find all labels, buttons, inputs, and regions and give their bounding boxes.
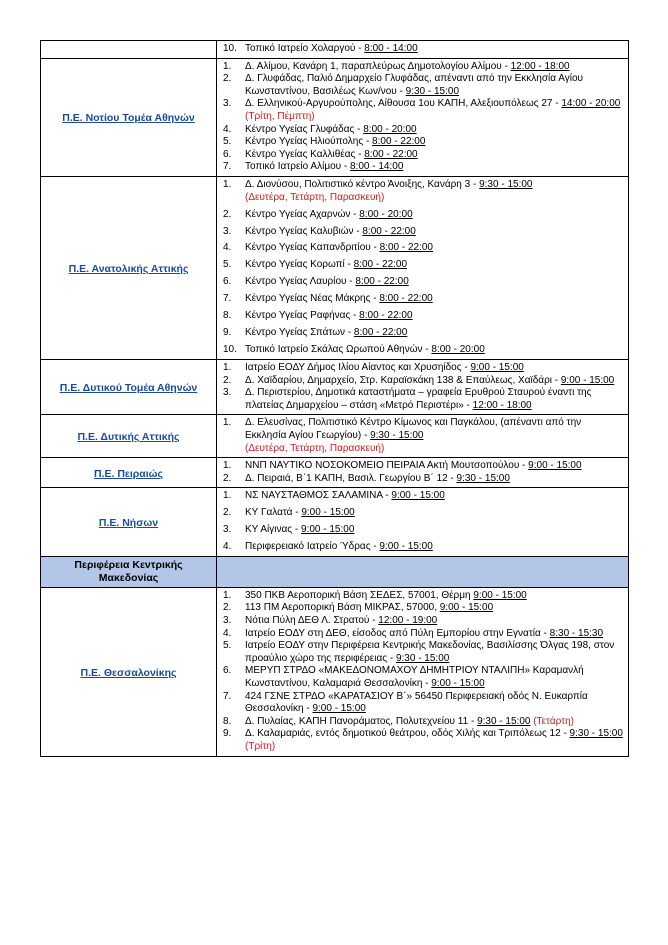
locations-cell (217, 41, 629, 59)
item-text (245, 602, 624, 615)
opening-hours: 8:00 - 22:00 (355, 276, 409, 288)
region-cell (41, 41, 217, 59)
region-heading: Περιφέρεια Κεντρικής Μακεδονίας (41, 556, 217, 587)
list-item (219, 259, 624, 272)
list-item (219, 43, 624, 56)
list-item (219, 615, 624, 628)
locations-list (217, 41, 628, 58)
item-text (245, 628, 624, 641)
item-number: 6. (223, 148, 232, 160)
item-text (245, 460, 624, 473)
opening-hours: 9:00 - 15:00 (470, 361, 524, 373)
list-item (219, 490, 624, 503)
item-number: 3. (223, 524, 232, 536)
list-item (219, 362, 624, 375)
location-text: Κέντρο Υγείας Καπανδριτίου - (245, 242, 380, 254)
opening-hours: 8:00 - 22:00 (362, 225, 416, 237)
item-number: 9. (223, 728, 232, 740)
location-text: Ιατρείο ΕΟΔΥ Δήμος Ιλίου Αίαντος και Χρυσηίδος - (245, 361, 471, 373)
opening-hours: 12:00 - 18:00 (510, 60, 570, 72)
region-cell (41, 359, 217, 414)
list-item (219, 507, 624, 520)
locations-cell (217, 488, 629, 557)
list-item (219, 460, 624, 473)
days-note: (Τρίτη) (245, 741, 276, 752)
opening-hours: 9:00 - 15:00 (379, 541, 433, 553)
list-item (219, 387, 624, 412)
location-text: ΚΥ Γαλατά - (245, 507, 302, 519)
list-item (219, 628, 624, 641)
opening-hours: 14:00 - 20:00 (561, 98, 621, 110)
region-heading-row (41, 556, 629, 587)
opening-hours: 8:00 - 22:00 (359, 310, 413, 322)
item-text (245, 276, 624, 289)
item-text (245, 362, 624, 375)
region-cell (41, 415, 217, 458)
list-item (219, 61, 624, 74)
region-link[interactable]: Π.Ε. Νοτίου Τομέα Αθηνών (62, 112, 195, 125)
location-text: Δ. Γλυφάδας, Παλιό Δημαρχείο Γλυφάδας, απέναντι από την Εκκλησία Αγίου Κωνσταντίνου, Βασιλέως Κων/νου - (245, 73, 583, 97)
opening-hours: 8:00 - 22:00 (353, 259, 408, 271)
item-text (245, 327, 624, 340)
locations-list (217, 360, 628, 414)
item-text (245, 473, 624, 486)
region-link[interactable]: Π.Ε. Νήσων (98, 517, 159, 530)
opening-hours: 8:00 - 22:00 (379, 293, 433, 305)
location-text: ΝΝΠ ΝΑΥΤΙΚΟ ΝΟΣΟΚΟΜΕΙΟ ΠΕΙΡΑΙΑ Ακτή Μουτσοπούλου - (245, 460, 529, 472)
item-text (245, 73, 624, 98)
opening-hours: 9:00 - 15:00 (528, 460, 582, 472)
item-number: 4. (223, 242, 232, 254)
item-number: 7. (223, 690, 232, 702)
opening-hours: 12:00 - 19:00 (378, 615, 438, 627)
location-text: Δ. Αλίμου, Κανάρη 1, παραπλεύρως Δημοτολογίου Αλίμου - (245, 60, 511, 72)
item-text (245, 665, 624, 690)
opening-hours: 9:00 - 15:00 (301, 507, 355, 519)
list-item (219, 473, 624, 486)
locations-cell (217, 359, 629, 414)
location-text: Δ. Ελληνικού-Αργυρούπολης, Αίθουσα 1ου ΚΑΠΗ, Αλεξιουπόλεως 27 - (245, 98, 562, 110)
opening-hours: 8:00 - 20:00 (431, 344, 485, 356)
list-item (219, 98, 624, 123)
opening-hours: 9:30 - 15:00 (405, 85, 460, 97)
opening-hours: 8:00 - 14:00 (350, 161, 404, 173)
region-link[interactable]: Π.Ε. Πειραιώς (93, 467, 164, 480)
item-text (245, 98, 624, 123)
table-row (41, 587, 629, 756)
opening-hours: 9:00 - 15:00 (431, 678, 485, 690)
region-link[interactable]: Π.Ε. Δυτικού Τομέα Αθηνών (59, 382, 198, 395)
location-text: Κέντρο Υγείας Λαυρίου - (245, 276, 356, 288)
table-row (41, 58, 629, 176)
opening-hours: 8:30 - 15:30 (549, 627, 604, 639)
location-text: Δ. Πυλαίας, ΚΑΠΗ Πανοράματος, Πολυτεχνείου 11 - (245, 715, 478, 727)
locations-list (217, 415, 628, 457)
location-text: 424 ΓΣΝΕ ΣΤΡΔΟ «ΚΑΡΑΤΑΣΙΟΥ Β΄» 56450 Περιφερειακή οδός Ν. Ευκαρπία Θεσσαλονίκη - (245, 690, 588, 715)
item-text (245, 417, 624, 455)
location-text: Ιατρείο ΕΟΔΥ στην Περιφέρεια Κεντρικής Μακεδονίας, Βασιλίσσης Όλγας 198, στον προαύλιο χώρο της περιφέρειας - (245, 640, 615, 664)
location-text: Δ. Ελευσίνας, Πολιτιστικό Κέντρο Κίμωνος και Παγκάλου, (απέναντι από την Εκκλησία Αγίου Γεωργίου) - (245, 417, 582, 441)
item-text (245, 507, 624, 520)
item-number: 7. (223, 161, 232, 173)
item-number: 2. (223, 374, 232, 386)
list-item (219, 728, 624, 753)
schedule-table (40, 40, 629, 757)
opening-hours: 8:00 - 22:00 (379, 242, 433, 254)
region-link[interactable]: Π.Ε. Θεσσαλονίκης (80, 666, 177, 679)
item-number: 3. (223, 225, 232, 237)
list-item (219, 344, 624, 357)
item-number: 2. (223, 208, 232, 220)
opening-hours: 9:30 - 15:00 (370, 429, 424, 441)
list-item (219, 590, 624, 603)
item-text (245, 124, 624, 137)
item-text (245, 344, 624, 357)
location-text: Δ. Πειραιά, Β΄1 ΚΑΠΗ, Βασιλ. Γεωργίου Β΄ 12 - (245, 472, 457, 484)
item-number: 9. (223, 327, 232, 339)
location-text: Τοπικό Ιατρείο Χολαργού - (245, 43, 365, 54)
list-item (219, 665, 624, 690)
item-text (245, 691, 624, 716)
location-text: Κέντρο Υγείας Αχαρνών - (245, 208, 360, 220)
item-number: 5. (223, 136, 232, 148)
item-number: 8. (223, 310, 232, 322)
list-item (219, 310, 624, 323)
opening-hours: 8:00 - 20:00 (359, 208, 413, 220)
opening-hours: 8:00 - 20:00 (363, 123, 417, 135)
item-number: 2. (223, 507, 232, 519)
schedule-table-body (41, 41, 629, 757)
item-text (245, 590, 624, 603)
item-number: 10. (223, 344, 237, 356)
region-cell (41, 587, 217, 756)
item-text (245, 136, 624, 149)
item-number: 2. (223, 472, 232, 484)
locations-cell (217, 587, 629, 756)
region-cell (41, 488, 217, 557)
list-item (219, 524, 624, 537)
location-text: 113 ΠΜ Αεροπορική Βάση ΜΙΚΡΑΣ, 57000, (245, 602, 440, 614)
list-item (219, 375, 624, 388)
days-note: (Δευτέρα, Τετάρτη, Παρασκευή) (245, 442, 385, 454)
locations-list (217, 59, 628, 176)
location-text: Δ. Χαϊδαρίου, Δημαρχείο, Στρ. Καραϊσκάκη 138 & Επαύλεως, Χαϊδάρι - (245, 374, 561, 386)
list-item (219, 640, 624, 665)
locations-cell (217, 176, 629, 359)
item-text (245, 259, 624, 272)
region-link[interactable]: Π.Ε. Δυτικής Αττικής (77, 431, 180, 444)
opening-hours: 9:00 - 15:00 (473, 589, 527, 601)
days-note: (Τρίτη, Πέμπτη) (245, 110, 315, 122)
item-text (245, 43, 624, 56)
opening-hours: 9:00 - 15:00 (439, 602, 494, 614)
list-item (219, 242, 624, 255)
list-item (219, 327, 624, 340)
list-item (219, 293, 624, 306)
list-item (219, 716, 624, 729)
location-text: Τοπικό Ιατρείο Σκάλας Ωρωπού Αθηνών - (245, 344, 432, 356)
list-item (219, 179, 624, 204)
locations-cell (217, 458, 629, 488)
opening-hours: 9:30 - 15:00 (479, 178, 533, 190)
days-note: (Δευτέρα, Τετάρτη, Παρασκευή) (245, 191, 385, 203)
location-text: Ιατρείο ΕΟΔΥ στη ΔΕΘ, είσοδος από Πύλη Εμπορίου στην Εγνατία - (245, 627, 550, 639)
item-text (245, 541, 624, 554)
item-text (245, 161, 624, 174)
opening-hours: 8:00 - 14:00 (364, 43, 418, 54)
list-item (219, 124, 624, 137)
item-number: 1. (223, 178, 232, 190)
location-text: Κέντρο Υγείας Καλλιθέας - (245, 148, 365, 160)
opening-hours: 9:00 - 15:00 (301, 524, 355, 536)
item-text (245, 242, 624, 255)
item-text (245, 490, 624, 503)
item-number: 1. (223, 361, 232, 373)
location-text: Τοπικό Ιατρείο Αλίμου - (245, 161, 351, 173)
location-text: ΚΥ Αίγινας - (245, 524, 301, 536)
locations-list (217, 488, 628, 556)
opening-hours: 9:30 - 15:00 (395, 652, 450, 664)
item-number: 3. (223, 387, 232, 399)
opening-hours: 9:30 - 15:00 (456, 472, 510, 484)
list-item (219, 161, 624, 174)
list-item (219, 276, 624, 289)
item-number: 3. (223, 615, 232, 627)
item-number: 4. (223, 123, 232, 135)
list-item (219, 226, 624, 239)
opening-hours: 8:00 - 22:00 (353, 327, 408, 339)
list-item (219, 417, 624, 455)
item-text (245, 716, 624, 729)
locations-cell (217, 415, 629, 458)
table-row (41, 415, 629, 458)
item-text (245, 226, 624, 239)
location-text: ΝΣ ΝΑΥΣΤΑΘΜΟΣ ΣΑΛΑΜΙΝΑ - (245, 490, 392, 502)
item-text (245, 310, 624, 323)
opening-hours: 9:00 - 15:00 (560, 374, 615, 386)
item-number: 4. (223, 541, 232, 553)
location-text: Κέντρο Υγείας Κορωπί - (245, 259, 354, 271)
item-number: 3. (223, 98, 232, 110)
opening-hours: 8:00 - 22:00 (372, 136, 426, 148)
item-number: 7. (223, 293, 232, 305)
opening-hours: 12:00 - 18:00 (472, 399, 532, 411)
opening-hours: 9:00 - 15:00 (312, 703, 366, 715)
opening-hours: 9:30 - 15:00 (569, 728, 623, 740)
location-text: Δ. Διονύσου, Πολιτιστικό κέντρο Άνοιξης, Κανάρη 3 - (245, 178, 480, 190)
table-row (41, 41, 629, 59)
item-number: 8. (223, 715, 232, 727)
locations-list (217, 458, 628, 487)
table-row (41, 458, 629, 488)
item-text (245, 149, 624, 162)
item-number: 1. (223, 589, 232, 601)
table-row (41, 359, 629, 414)
location-text: Νότια Πύλη ΔΕΘ Λ. Στρατού - (245, 615, 379, 627)
region-cell (41, 458, 217, 488)
item-text (245, 209, 624, 222)
item-number: 2. (223, 73, 232, 85)
item-number: 6. (223, 276, 232, 288)
item-number: 2. (223, 602, 232, 614)
region-cell (41, 176, 217, 359)
locations-list (217, 177, 628, 359)
item-text (245, 293, 624, 306)
location-text: 350 ΠΚΒ Αεροπορική Βάση ΣΕΔΕΣ, 57001, Θέρμη (245, 589, 474, 601)
item-number: 1. (223, 490, 232, 502)
location-text: Κέντρο Υγείας Ραφήνας - (245, 310, 360, 322)
location-text: Κέντρο Υγείας Ηλιούπολης - (245, 136, 373, 148)
item-number: 1. (223, 417, 232, 429)
region-link[interactable]: Π.Ε. Ανατολικής Αττικής (68, 262, 189, 275)
item-text (245, 179, 624, 204)
list-item (219, 136, 624, 149)
list-item (219, 691, 624, 716)
item-number: 4. (223, 627, 232, 639)
opening-hours: 8:00 - 22:00 (364, 148, 418, 160)
item-text (245, 615, 624, 628)
item-text (245, 524, 624, 537)
location-text: Κέντρο Υγείας Καλυβιών - (245, 225, 363, 237)
table-row (41, 488, 629, 557)
list-item (219, 602, 624, 615)
locations-list (217, 588, 628, 756)
region-heading-filler (217, 556, 629, 587)
region-cell (41, 58, 217, 176)
item-text (245, 61, 624, 74)
location-text: Κέντρο Υγείας Σπάτων - (245, 327, 354, 339)
item-number: 5. (223, 640, 232, 652)
item-text (245, 728, 624, 753)
list-item (219, 209, 624, 222)
opening-hours: 9:00 - 15:00 (391, 490, 445, 502)
location-text: Κέντρο Υγείας Γλυφάδας - (245, 123, 364, 135)
locations-cell (217, 58, 629, 176)
table-row (41, 176, 629, 359)
item-text (245, 387, 624, 412)
item-number: 5. (223, 259, 232, 271)
opening-hours: 9:30 - 15:00 (477, 715, 531, 727)
location-text: Κέντρο Υγείας Νέας Μάκρης - (245, 293, 380, 305)
item-number: 6. (223, 665, 232, 677)
list-item (219, 73, 624, 98)
location-text: Περιφερειακό Ιατρείο Ύδρας - (245, 541, 380, 553)
item-number: 1. (223, 460, 232, 472)
days-note: (Τετάρτη) (530, 715, 574, 727)
location-text: ΜΕΡΥΠ ΣΤΡΔΟ «ΜΑΚΕΔΟΝΟΜΑΧΟΥ ΔΗΜΗΤΡΙΟΥ ΝΤΑΛΙΠΗ» Καραμανλή Κωνσταντίνου, Καλαμαριά Θεσσαλονίκη - (245, 665, 584, 690)
item-number: 10. (223, 43, 237, 54)
list-item (219, 149, 624, 162)
item-number: 1. (223, 60, 232, 72)
item-text (245, 375, 624, 388)
item-text (245, 640, 624, 665)
location-text: Δ. Περιστερίου, Δημοτικά καταστήματα – γραφεία Ερυθρού Σταυρού έναντι της πλατείας Δημαρχείου – στάση «Μετρό Περιστέρι» - (245, 387, 592, 411)
location-text: Δ. Καλαμαριάς, εντός δημοτικού θεάτρου, οδός Χιλής και Τριπόλεως 12 - (245, 728, 570, 740)
list-item (219, 541, 624, 554)
